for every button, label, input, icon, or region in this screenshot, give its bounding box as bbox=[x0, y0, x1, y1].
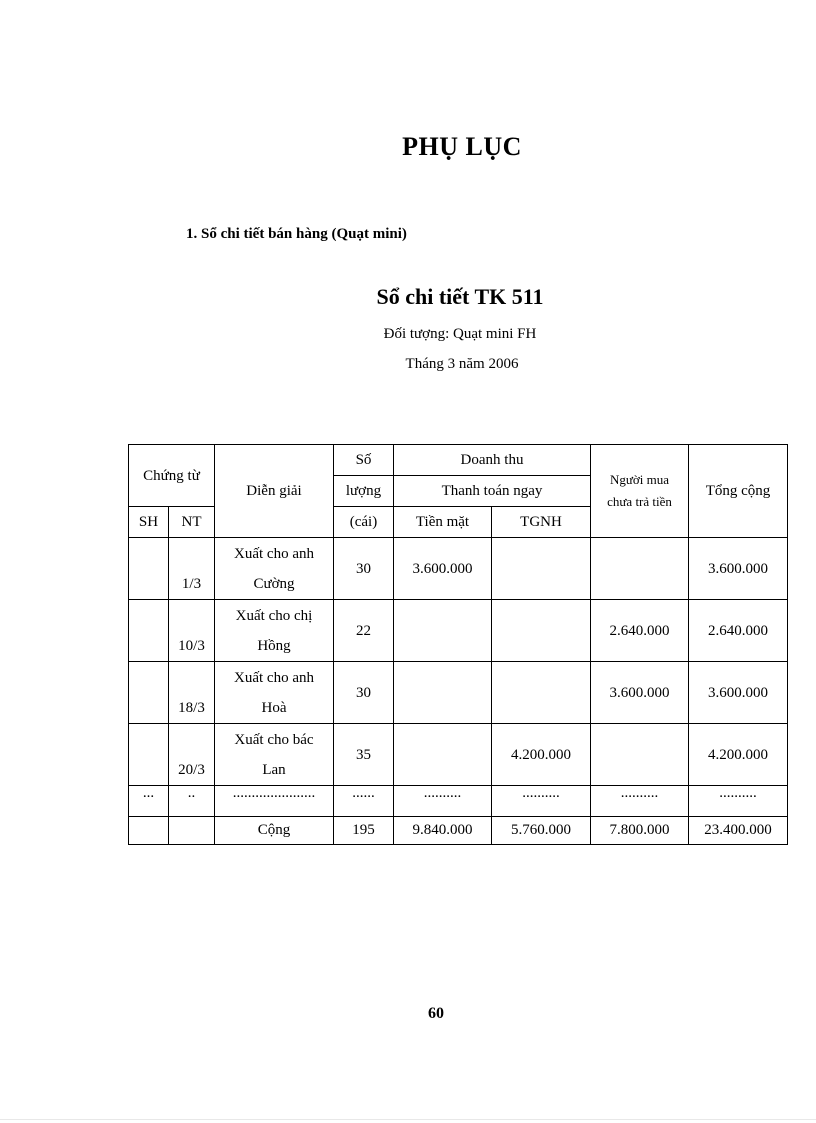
cell-quantity: 30 bbox=[334, 538, 394, 600]
header-buyer-unpaid-line1: Người mua bbox=[609, 472, 670, 487]
ledger-title: Sổ chi tiết TK 511 bbox=[376, 284, 544, 309]
description-line2: Hoà bbox=[261, 699, 287, 716]
cell-bank bbox=[492, 600, 591, 662]
table-row bbox=[129, 600, 788, 662]
header-cash: Tiền mặt bbox=[394, 507, 492, 538]
cell-quantity: 30 bbox=[334, 662, 394, 724]
total-label: Cộng bbox=[215, 817, 334, 845]
description-line2: Lan bbox=[262, 761, 286, 778]
header-bank: TGNH bbox=[492, 507, 591, 538]
ellipsis-nt: .. bbox=[169, 786, 215, 817]
cell-total: 3.600.000 bbox=[689, 538, 788, 600]
total-quantity: 195 bbox=[334, 817, 394, 845]
cell-sh bbox=[129, 538, 169, 600]
table-row bbox=[129, 724, 788, 786]
description-line1: Xuất cho chị bbox=[235, 607, 313, 624]
total-bank: 5.760.000 bbox=[492, 817, 591, 845]
cell-nt: 20/3 bbox=[169, 724, 215, 786]
ledger-object: Đối tượng: Quạt mini FH bbox=[383, 326, 537, 342]
total-nt bbox=[169, 817, 215, 845]
ellipsis-quantity: ...... bbox=[334, 786, 394, 817]
cell-sh bbox=[129, 600, 169, 662]
cell-total: 4.200.000 bbox=[689, 724, 788, 786]
cell-total: 3.600.000 bbox=[689, 662, 788, 724]
ellipsis-description: ...................... bbox=[215, 786, 334, 817]
description-line1: Xuất cho anh bbox=[234, 545, 314, 562]
header-buyer-unpaid-line2: chưa trả tiền bbox=[607, 494, 672, 509]
section-heading: 1. Sổ chi tiết bán hàng (Quạt mini) bbox=[186, 226, 407, 242]
ellipsis-cash: .......... bbox=[394, 786, 492, 817]
description-line2: Hồng bbox=[257, 637, 291, 654]
cell-total: 2.640.000 bbox=[689, 600, 788, 662]
ledger-table bbox=[128, 444, 788, 845]
total-unpaid: 7.800.000 bbox=[591, 817, 689, 845]
cell-sh bbox=[129, 724, 169, 786]
total-sh bbox=[129, 817, 169, 845]
page-bottom-divider bbox=[0, 1119, 816, 1120]
cell-nt: 18/3 bbox=[169, 662, 215, 724]
header-paid-now: Thanh toán ngay bbox=[394, 476, 591, 507]
ellipsis-row bbox=[129, 786, 788, 817]
cell-cash: 3.600.000 bbox=[394, 538, 492, 600]
header-row-1 bbox=[129, 445, 788, 476]
table-row bbox=[129, 538, 788, 600]
header-nt: NT bbox=[169, 507, 215, 538]
cell-description bbox=[215, 662, 334, 724]
cell-bank bbox=[492, 538, 591, 600]
total-cash: 9.840.000 bbox=[394, 817, 492, 845]
page-title: PHỤ LỤC bbox=[402, 132, 522, 161]
header-description: Diễn giải bbox=[215, 445, 334, 538]
cell-nt: 1/3 bbox=[169, 538, 215, 600]
total-row bbox=[129, 817, 788, 845]
ellipsis-bank: .......... bbox=[492, 786, 591, 817]
cell-description bbox=[215, 538, 334, 600]
description-line1: Xuất cho bác bbox=[234, 731, 314, 748]
cell-unpaid bbox=[591, 724, 689, 786]
cell-quantity: 22 bbox=[334, 600, 394, 662]
cell-description bbox=[215, 724, 334, 786]
ellipsis-total: .......... bbox=[689, 786, 788, 817]
cell-cash bbox=[394, 662, 492, 724]
cell-unpaid: 2.640.000 bbox=[591, 600, 689, 662]
table-row bbox=[129, 662, 788, 724]
header-voucher: Chứng từ bbox=[129, 445, 215, 507]
header-revenue: Doanh thu bbox=[394, 445, 591, 476]
description-line1: Xuất cho anh bbox=[234, 669, 314, 686]
description-line2: Cường bbox=[253, 575, 295, 592]
cell-unpaid: 3.600.000 bbox=[591, 662, 689, 724]
ledger-period: Tháng 3 năm 2006 bbox=[405, 356, 519, 372]
ellipsis-sh: ... bbox=[129, 786, 169, 817]
cell-unpaid bbox=[591, 538, 689, 600]
cell-bank bbox=[492, 662, 591, 724]
cell-quantity: 35 bbox=[334, 724, 394, 786]
cell-cash bbox=[394, 600, 492, 662]
cell-bank: 4.200.000 bbox=[492, 724, 591, 786]
header-buyer-unpaid bbox=[591, 445, 689, 538]
cell-cash bbox=[394, 724, 492, 786]
total-grand: 23.400.000 bbox=[689, 817, 788, 845]
cell-sh bbox=[129, 662, 169, 724]
ellipsis-unpaid: .......... bbox=[591, 786, 689, 817]
cell-nt: 10/3 bbox=[169, 600, 215, 662]
header-quantity-2: lượng bbox=[334, 476, 394, 507]
page-number: 60 bbox=[428, 1005, 444, 1022]
header-total: Tổng cộng bbox=[689, 445, 788, 538]
header-sh: SH bbox=[129, 507, 169, 538]
header-quantity-1: Số bbox=[334, 445, 394, 476]
cell-description bbox=[215, 600, 334, 662]
header-quantity-3: (cái) bbox=[334, 507, 394, 538]
